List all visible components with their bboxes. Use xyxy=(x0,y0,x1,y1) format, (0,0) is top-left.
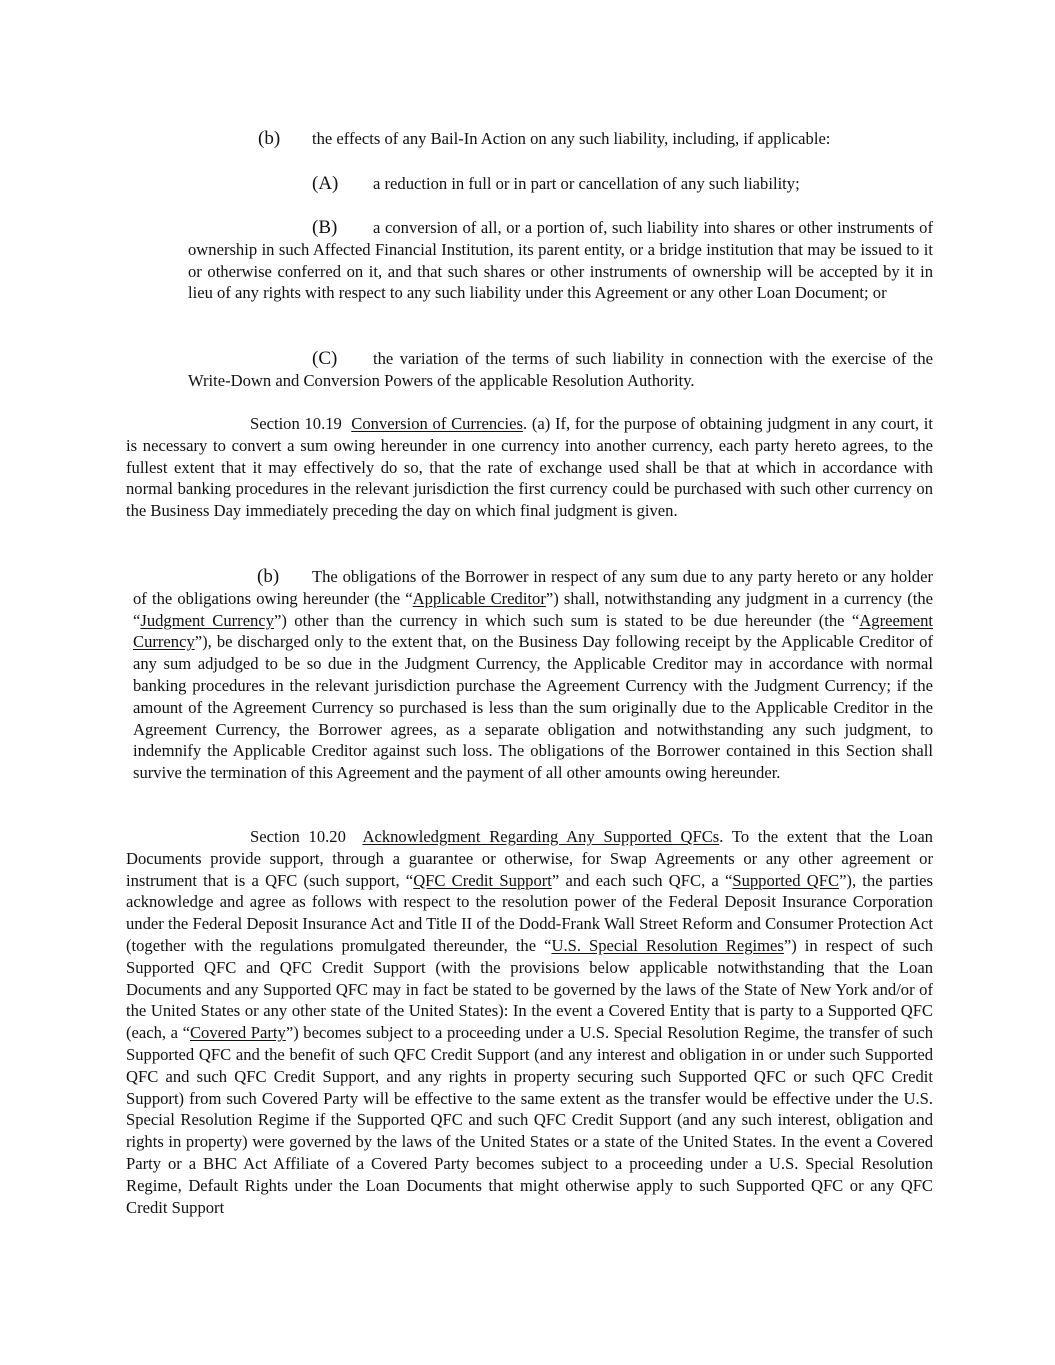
clause-b-bail-in xyxy=(258,128,948,150)
clause-b-judgment-currency xyxy=(133,566,933,784)
section-10-20-title: Acknowledgment Regarding Any Supported QFCs xyxy=(362,827,720,846)
term-judgment-currency: Judgment Currency xyxy=(140,610,275,630)
term-applicable-creditor: Applicable Creditor xyxy=(412,588,546,608)
clause-b2-text-3: ”) other than the currency in which such sum is stated to be due hereunder (the “ xyxy=(274,610,860,630)
clause-C xyxy=(188,348,933,392)
section-10-20 xyxy=(126,826,933,1218)
term-qfc-credit-support: QFC Credit Support xyxy=(413,870,552,890)
section-10-19-title: Conversion of Currencies xyxy=(351,414,523,433)
clause-A-text: a reduction in full or in part or cancellation of any such liability; xyxy=(373,174,800,193)
clause-b2-label: (b) xyxy=(257,566,280,587)
section-10-20-text-1: . To the extent that the Loan Documents provide support, through a guarantee or otherwise, for Swap Agreements or any other agreement or instrument that is a QFC (such support, “ xyxy=(126,827,933,890)
section-10-20-number: Section 10.20 xyxy=(250,827,346,846)
section-10-19-number: Section 10.19 xyxy=(250,414,342,433)
clause-b-text: the effects of any Bail-In Action on any such liability, including, if applicable: xyxy=(312,129,831,148)
clause-C-label: (C) xyxy=(312,348,338,369)
clause-b2-text-4: ”), be discharged only to the extent that, on the Business Day following receipt by the Applicable Creditor of any sum adjudged to be so due in the Judgment Currency, the Applicable Creditor may in accordance with normal banking procedures in the relevant jurisdiction purchase the Agreement Currency with the Judgment Currency; if the amount of the Agreement Currency so purchased is less than the sum originally due to the Applicable Creditor in the Agreement Currency, the Borrower agrees, as a separate obligation and notwithstanding any such judgment, to indemnify the Applicable Creditor against such loss. The obligations of the Borrower contained in this Section shall survive the termination of this Agreement and the payment of all other amounts owing hereunder. xyxy=(133,632,933,783)
clause-B-label: (B) xyxy=(312,217,338,238)
term-covered-party: Covered Party xyxy=(189,1023,286,1043)
clause-b2-text-1: The obligations of the Borrower in respect of any sum due to any party hereto or any holder of the obligations owing hereunder (the “ xyxy=(133,567,933,608)
section-10-19-text: . (a) If, for the purpose of obtaining judgment in any court, it is necessary to convert a sum owing hereunder in one currency into another currency, each party hereto agrees, to the fullest extent that it may effectively do so, that the rate of exchange used shall be that at which in accordance with normal banking procedures in the relevant jurisdiction the first currency could be purchased with such other currency on the Business Day immediately preceding the day on which final judgment is given. xyxy=(126,414,934,521)
clause-B xyxy=(188,217,933,304)
term-agreement-currency: Agreement Currency xyxy=(133,610,934,652)
clause-A xyxy=(312,173,942,195)
clause-b2-text-2: ”) shall, notwithstanding any judgment in a currency (the “ xyxy=(133,588,934,630)
section-10-19 xyxy=(126,413,933,522)
clause-B-text: a conversion of all, or a portion of, such liability into shares or other instruments of ownership in such Affected Financial Institution, its parent entity, or a bridge institution that may be issued to it or otherwise conferred on it, and that such shares or other instruments of ownership will be accepted by it in lieu of any rights with respect to any such liability under this Agreement or any other Loan Document; or xyxy=(188,218,933,303)
section-10-20-text-5: ”) becomes subject to a proceeding under a U.S. Special Resolution Regime, the transfer of such Supported QFC and the benefit of such QFC Credit Support (and any interest and obligation in or under such Supported QFC and such QFC Credit Support, and any rights in property securing such Supported QFC or such QFC Credit Support) from such Covered Party will be effective to the same extent as the transfer would be effective under the U.S. Special Resolution Regime if the Supported QFC and such QFC Credit Support (and any such interest, obligation and rights in property) were governed by the laws of the United States or a state of the United States. In the event a Covered Party or a BHC Act Affiliate of a Covered Party becomes subject to a proceeding under a U.S. Special Resolution Regime, Default Rights under the Loan Documents that might otherwise apply to such Supported QFC or any QFC Credit Support xyxy=(126,1023,934,1217)
section-10-20-text-4: ”) in respect of such Supported QFC and QFC Credit Support (with the provisions below applicable notwithstanding that the Loan Documents and any Supported QFC may in fact be stated to be governed by the laws of the State of New York and/or of the United States or any other state of the United States): In the event a Covered Entity that is party to a Supported QFC (each, a “ xyxy=(126,935,933,1043)
clause-C-text: the variation of the terms of such liability in connection with the exercise of the Write-Down and Conversion Powers of the applicable Resolution Authority. xyxy=(188,349,933,390)
clause-b-label: (b) xyxy=(258,128,281,149)
clause-A-label: (A) xyxy=(312,173,339,194)
term-supported-qfc: Supported QFC xyxy=(732,870,840,890)
section-10-20-text-3: ”), the parties acknowledge and agree as follows with respect to the resolution power of the Federal Deposit Insurance Corporation under the Federal Deposit Insurance Act and Title II of the Dodd-Frank Wall Street Reform and Consumer Protection Act (together with the regulations promulgated thereunder, the “ xyxy=(126,870,933,955)
term-us-special-resolution-regimes: U.S. Special Resolution Regimes xyxy=(551,935,784,955)
section-10-20-text-2: ” and each such QFC, a “ xyxy=(551,870,733,890)
